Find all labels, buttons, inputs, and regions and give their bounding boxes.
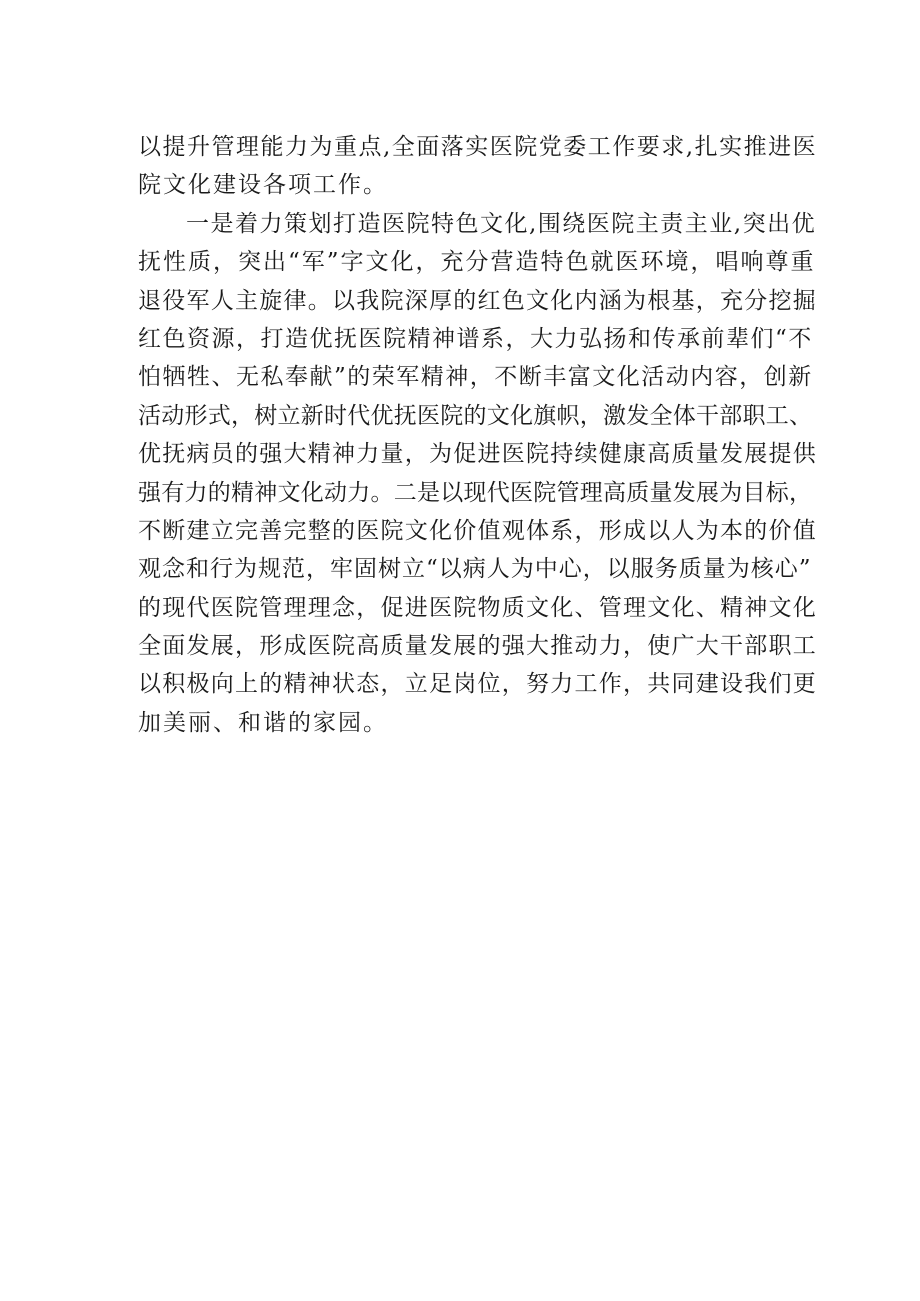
text-line: 抚性质，突出“军”字文化，充分营造特色就医环境，唱响尊重 — [138, 249, 816, 276]
text-line: 以提升管理能力为重点,全面落实医院党委工作要求,扎实推进医 — [138, 134, 818, 160]
text-line: 加美丽、和谐的家园。 — [138, 709, 388, 736]
text-line: 观念和行为规范，牢固树立“以病人为中心，以服务质量为核心” — [138, 556, 812, 583]
text-line: 活动形式，树立新时代优抚医院的文化旗帜，激发全体干部职工、 — [138, 402, 813, 429]
paragraph-start-line: 一是着力策划打造医院特色文化,围绕医院主责主业,突出优 — [186, 210, 817, 237]
text-line: 优抚病员的强大精神力量，为促进医院持续健康高质量发展提供 — [138, 441, 817, 468]
text-line: 红色资源，打造优抚医院精神谱系，大力弘扬和传承前辈们“不 — [138, 325, 813, 352]
text-line: 不断建立完善完整的医院文化价值观体系，形成以人为本的价值 — [138, 517, 817, 544]
text-line: 院文化建设各项工作。 — [138, 172, 388, 199]
text-line: 以积极向上的精神状态，立足岗位，努力工作，共同建设我们更 — [138, 671, 817, 698]
text-line: 强有力的精神文化动力。二是以现代医院管理高质量发展为目标， — [138, 479, 813, 506]
text-line: 退役军人主旋律。以我院深厚的红色文化内涵为根基，充分挖掘 — [138, 287, 817, 314]
text-line: 的现代医院管理理念，促进医院物质文化、管理文化、精神文化 — [138, 594, 817, 621]
text-line: 怕牺牲、无私奉献”的荣军精神，不断丰富文化活动内容，创新 — [138, 364, 813, 391]
text-line: 全面发展，形成医院高质量发展的强大推动力，使广大干部职工 — [138, 633, 817, 660]
body-text — [138, 128, 818, 742]
